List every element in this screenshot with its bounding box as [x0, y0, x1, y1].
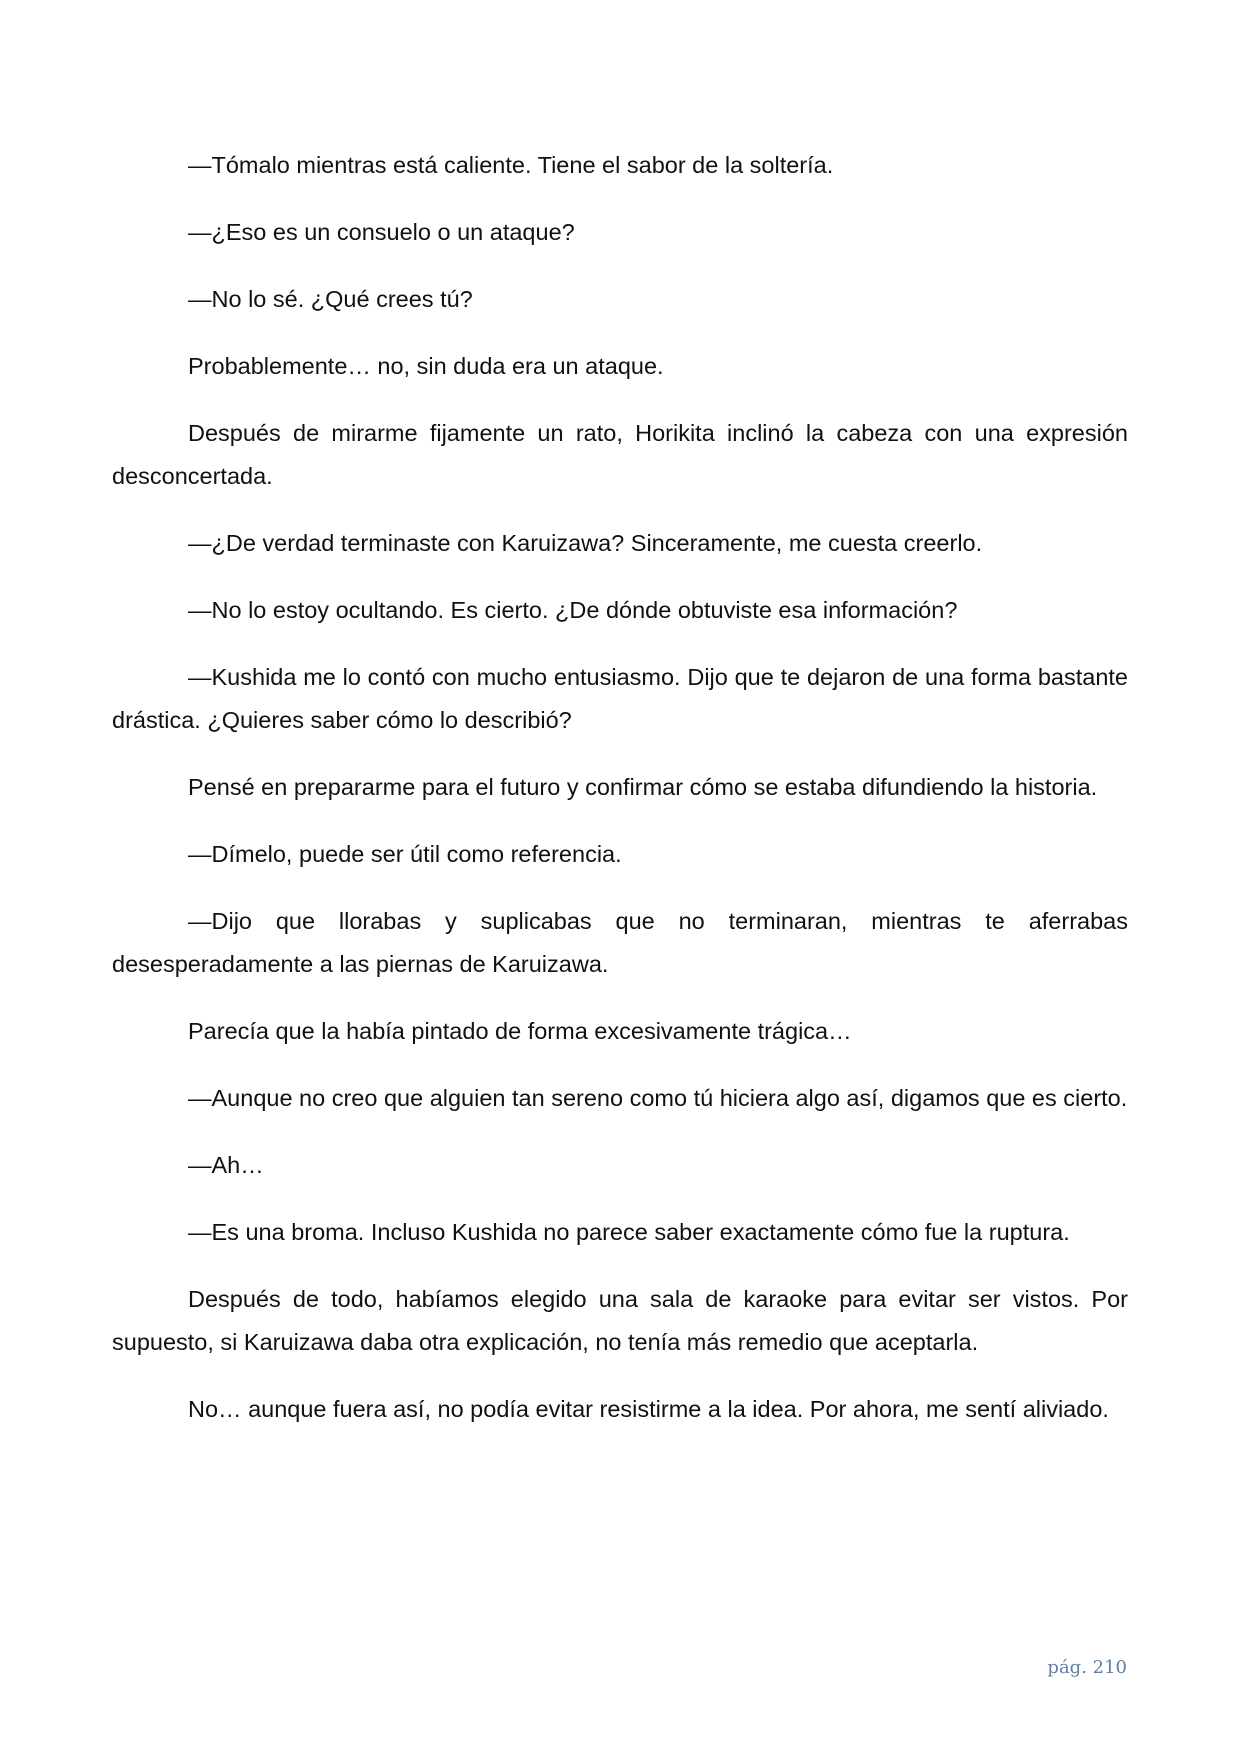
paragraph: —¿Eso es un consuelo o un ataque? — [188, 219, 575, 245]
paragraph: —Es una broma. Incluso Kushida no parece saber exactamente cómo fue la ruptura. — [188, 1219, 1070, 1245]
paragraph: Después de mirarme fijamente un rato, Horikita inclinó la cabeza con una expresión desconcertada. — [112, 420, 1128, 489]
paragraph: Después de todo, habíamos elegido una sala de karaoke para evitar ser vistos. Por supuesto, si Karuizawa daba otra explicación, no tenía más remedio que aceptarla. — [112, 1286, 1128, 1355]
paragraph: —Ah… — [188, 1152, 264, 1178]
paragraph: —Aunque no creo que alguien tan sereno como tú hiciera algo así, digamos que es cierto. — [188, 1085, 1128, 1111]
paragraph: —Kushida me lo contó con mucho entusiasmo. Dijo que te dejaron de una forma bastante drástica. ¿Quieres saber cómo lo describió? — [112, 664, 1128, 733]
paragraph: No… aunque fuera así, no podía evitar resistirme a la idea. Por ahora, me sentí aliviado. — [188, 1396, 1109, 1422]
paragraph: —Dijo que llorabas y suplicabas que no terminaran, mientras te aferrabas desesperadamente a las piernas de Karuizawa. — [112, 908, 1128, 977]
paragraph: —No lo sé. ¿Qué crees tú? — [188, 286, 473, 312]
paragraph: —Tómalo mientras está caliente. Tiene el sabor de la soltería. — [188, 152, 834, 178]
paragraph: Probablemente… no, sin duda era un ataque. — [188, 353, 664, 379]
paragraph: —Dímelo, puede ser útil como referencia. — [188, 841, 622, 867]
paragraph: —¿De verdad terminaste con Karuizawa? Sinceramente, me cuesta creerlo. — [188, 530, 983, 556]
page-number: pág. 210 — [1047, 1657, 1127, 1678]
paragraph: Pensé en prepararme para el futuro y confirmar cómo se estaba difundiendo la historia. — [188, 774, 1098, 800]
document-body — [112, 144, 1128, 1455]
paragraph: —No lo estoy ocultando. Es cierto. ¿De dónde obtuviste esa información? — [188, 597, 958, 623]
paragraph: Parecía que la había pintado de forma excesivamente trágica… — [188, 1018, 852, 1044]
